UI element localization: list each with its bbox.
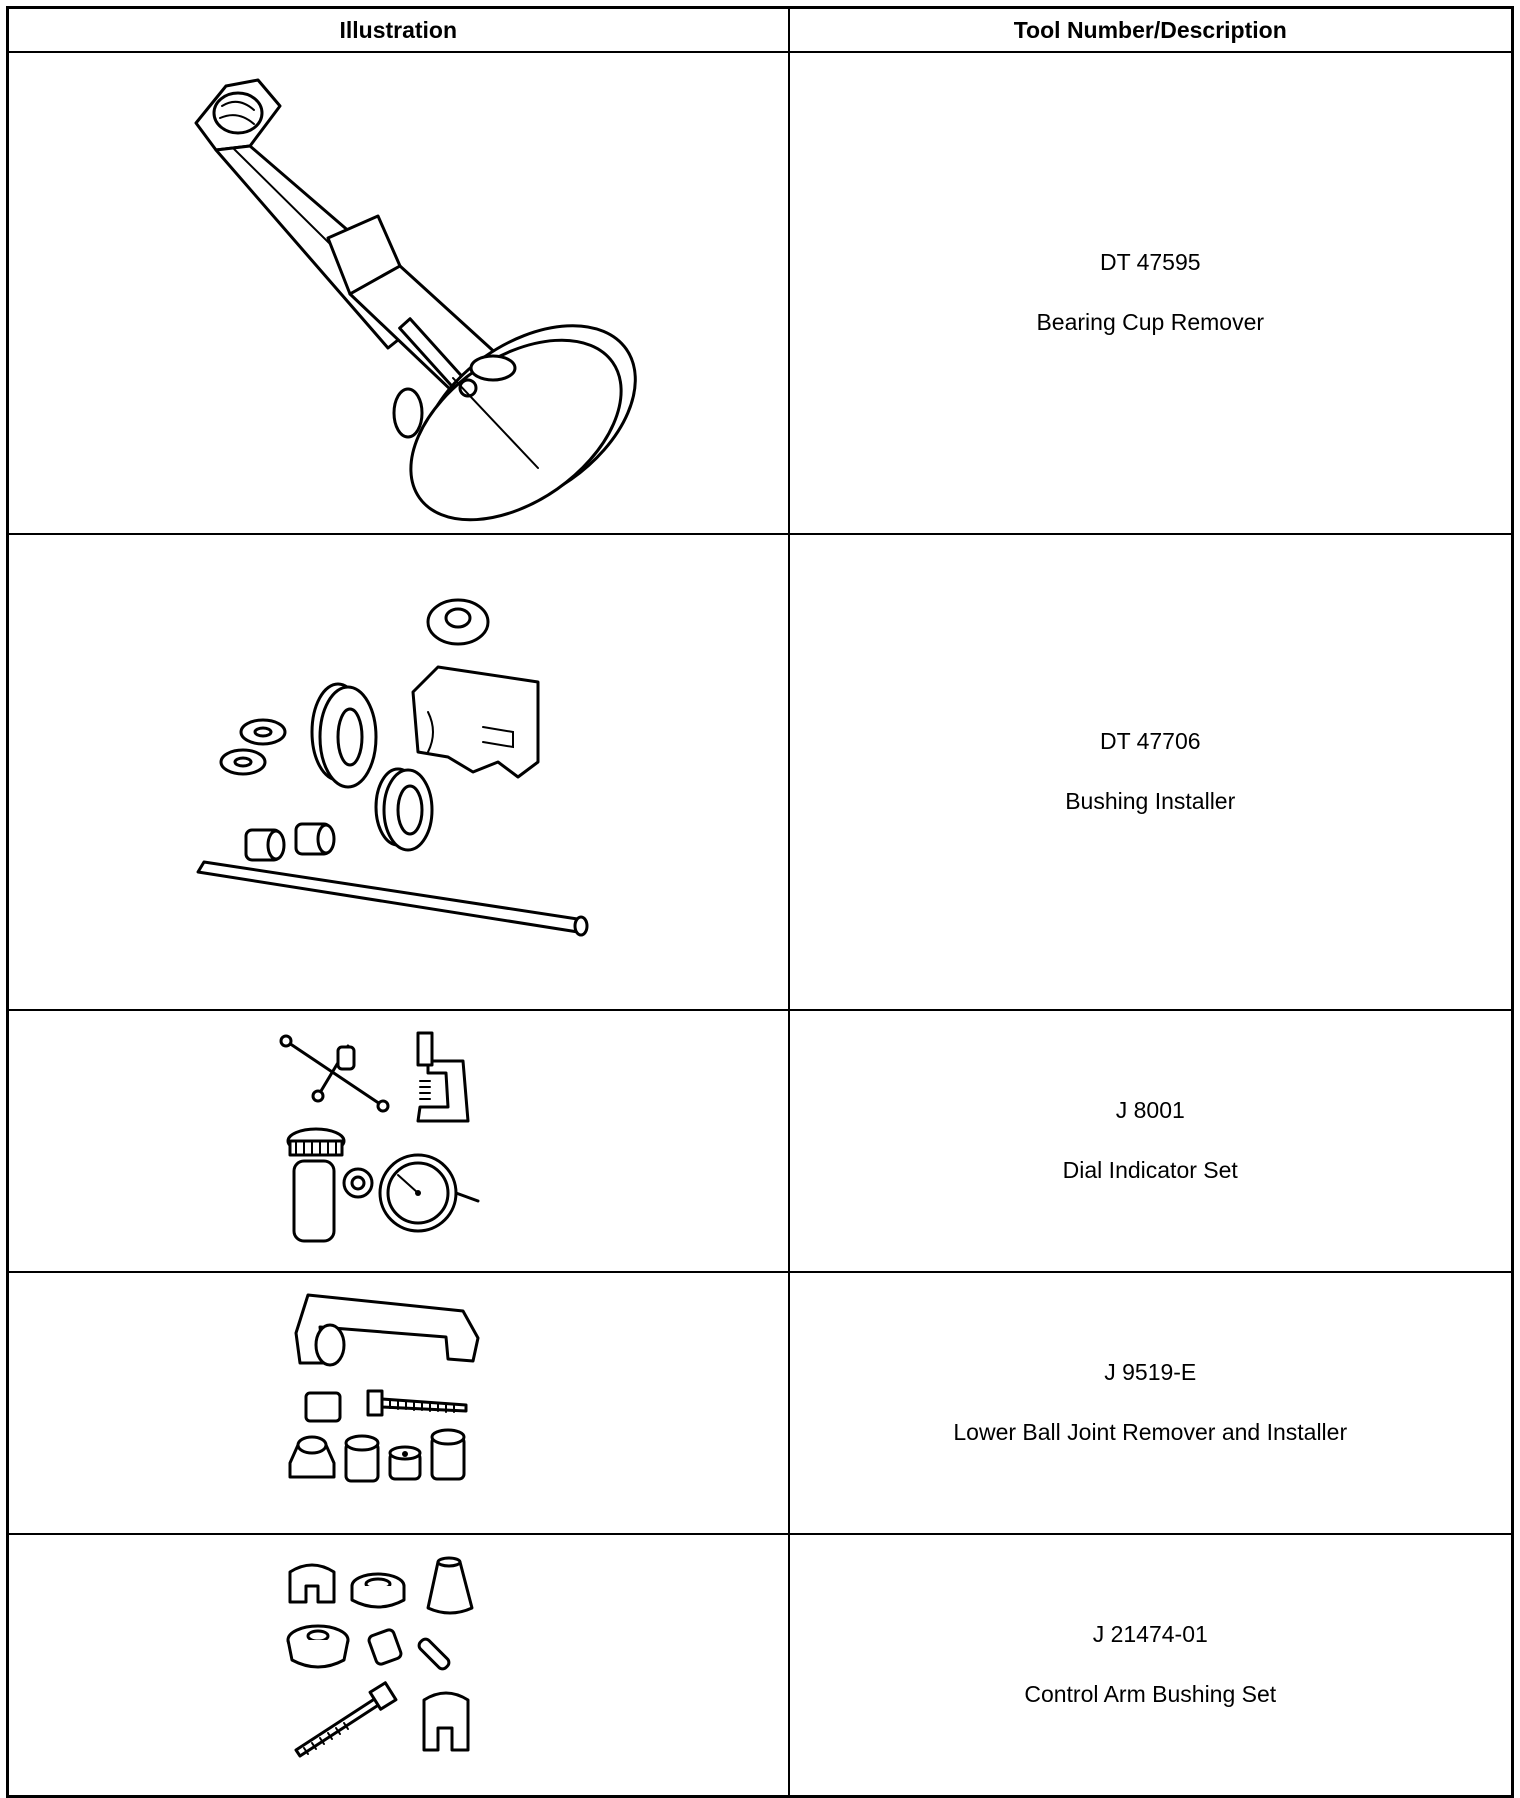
tool-number: J 21474-01 [1092, 1621, 1208, 1648]
table-row [8, 1272, 1513, 1534]
ball-joint-remover-drawing [278, 1283, 518, 1523]
tool-description-cell [789, 1534, 1513, 1796]
header-tool-number-description: Tool Number/Description [789, 8, 1513, 53]
table-row [8, 534, 1513, 1010]
dial-indicator-set-drawing [268, 1021, 528, 1261]
control-arm-bushing-set-drawing [278, 1550, 518, 1780]
illustration-cell [8, 1010, 789, 1272]
tool-description-cell [789, 534, 1513, 1010]
tool-number: J 8001 [1115, 1097, 1185, 1124]
illustration-cell [8, 1534, 789, 1796]
illustration-cell [8, 1272, 789, 1534]
bushing-installer-drawing [158, 562, 638, 982]
tool-description: Lower Ball Joint Remover and Installer [953, 1419, 1348, 1445]
tool-number: DT 47595 [1099, 249, 1201, 276]
tool-description-cell [789, 1272, 1513, 1534]
tool-number: DT 47706 [1099, 728, 1201, 755]
tool-description-cell [789, 1010, 1513, 1272]
tool-description-cell [789, 52, 1513, 534]
tool-description: Bushing Installer [1065, 788, 1236, 814]
tool-number: J 9519-E [1104, 1359, 1197, 1386]
table-row [8, 1534, 1513, 1796]
header-row [8, 8, 1513, 53]
illustration-cell [8, 534, 789, 1010]
header-illustration: Illustration [8, 8, 789, 53]
tool-description: Bearing Cup Remover [1036, 309, 1265, 335]
illustration-cell [8, 52, 789, 534]
table-row [8, 1010, 1513, 1272]
table-row [8, 52, 1513, 534]
special-tools-table [6, 6, 1514, 1798]
bearing-cup-remover-drawing [138, 58, 658, 528]
tool-description: Control Arm Bushing Set [1024, 1680, 1277, 1707]
tool-description: Dial Indicator Set [1062, 1157, 1238, 1183]
